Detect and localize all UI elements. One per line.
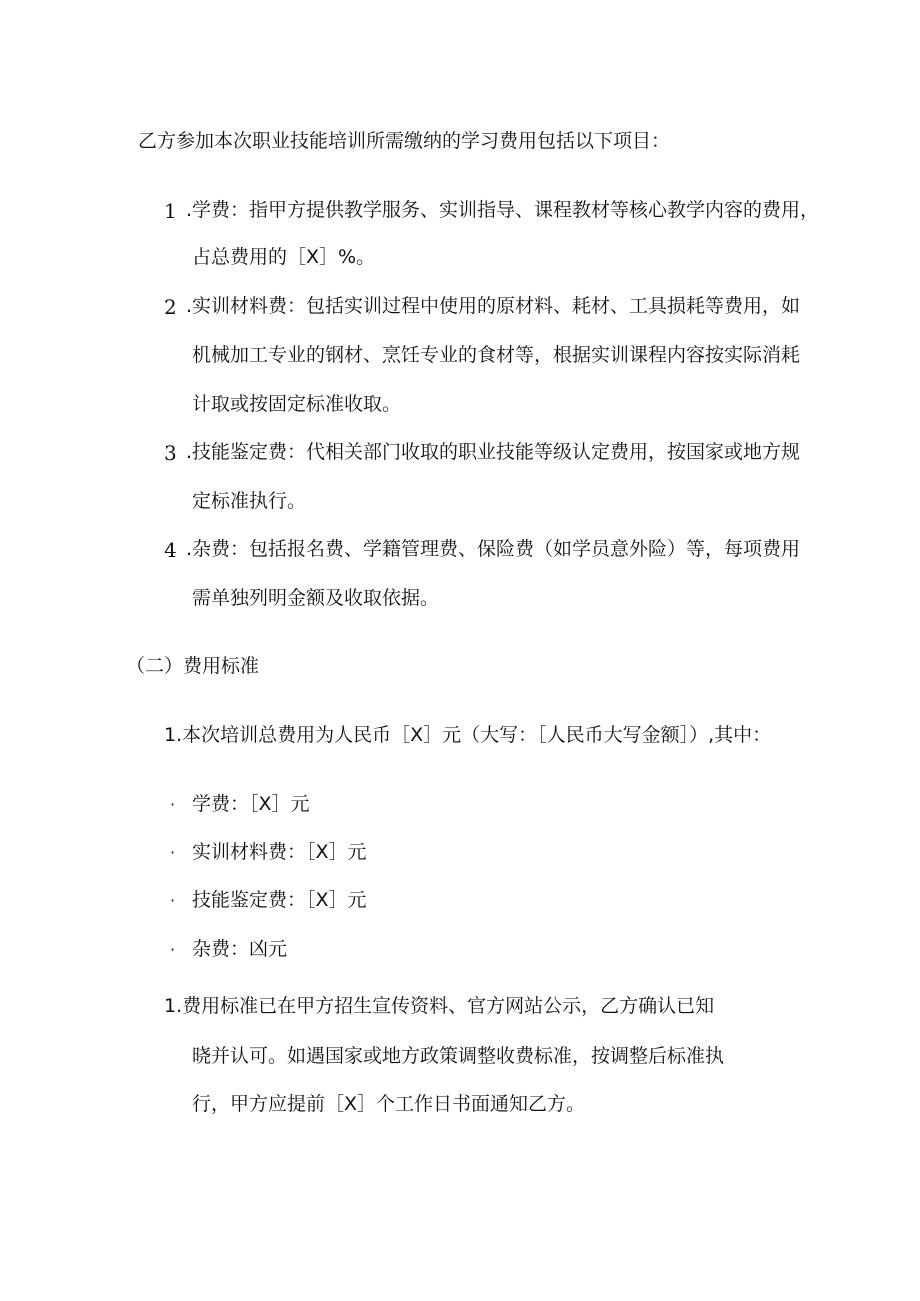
list-item-number: 2 xyxy=(164,295,177,319)
list-item-line: .杂费：包括报名费、学籍管理费、保险费（如学员意外险）等，每项费用 xyxy=(186,538,801,560)
bullet-icon: · xyxy=(170,795,176,814)
breakdown-item: 杂费：凶元 xyxy=(192,938,288,960)
breakdown-item: 实训材料费：［X］元 xyxy=(192,841,367,863)
breakdown-item: 学费：［X］元 xyxy=(192,793,310,815)
list-item-line: .实训材料费：包括实训过程中使用的原材料、耗材、工具损耗等费用，如 xyxy=(186,295,801,317)
list-item-line: 计取或按固定标准收取。 xyxy=(192,393,402,415)
intro-paragraph: 乙方参加本次职业技能培训所需缴纳的学习费用包括以下项目： xyxy=(138,130,671,152)
list-item-line: .学费：指甲方提供教学服务、实训指导、课程教材等核心教学内容的费用， xyxy=(186,199,820,221)
total-fee-line: 1.本次培训总费用为人民币［X］元（大写：［人民币大写金额］）,其中： xyxy=(164,724,772,746)
list-item-number: 3 xyxy=(164,441,177,465)
notice-line: 1.费用标准已在甲方招生宣传资料、官方网站公示，乙方确认已知 xyxy=(164,995,715,1017)
list-item-line: 定标准执行。 xyxy=(192,490,307,512)
bullet-icon: · xyxy=(170,843,176,862)
list-item-line: .技能鉴定费：代相关部门收取的职业技能等级认定费用，按国家或地方规 xyxy=(186,441,801,463)
list-item-number: 1 xyxy=(164,199,177,223)
notice-line: 晓并认可。如遇国家或地方政策调整收费标准，按调整后标准执 xyxy=(192,1045,725,1067)
breakdown-item: 技能鉴定费：［X］元 xyxy=(192,889,367,911)
notice-line: 行，甲方应提前［X］个工作日书面通知乙方。 xyxy=(192,1093,586,1115)
list-item-line: 需单独列明金额及收取依据。 xyxy=(192,587,440,609)
section-heading: （二）费用标准 xyxy=(126,655,260,677)
bullet-icon: · xyxy=(170,940,176,959)
list-item-line: 占总费用的［X］%。 xyxy=(192,246,376,268)
list-item-line: 机械加工专业的钢材、烹饪专业的食材等，根据实训课程内容按实际消耗 xyxy=(192,344,801,366)
bullet-icon: · xyxy=(170,891,176,910)
list-item-number: 4 xyxy=(164,538,177,562)
